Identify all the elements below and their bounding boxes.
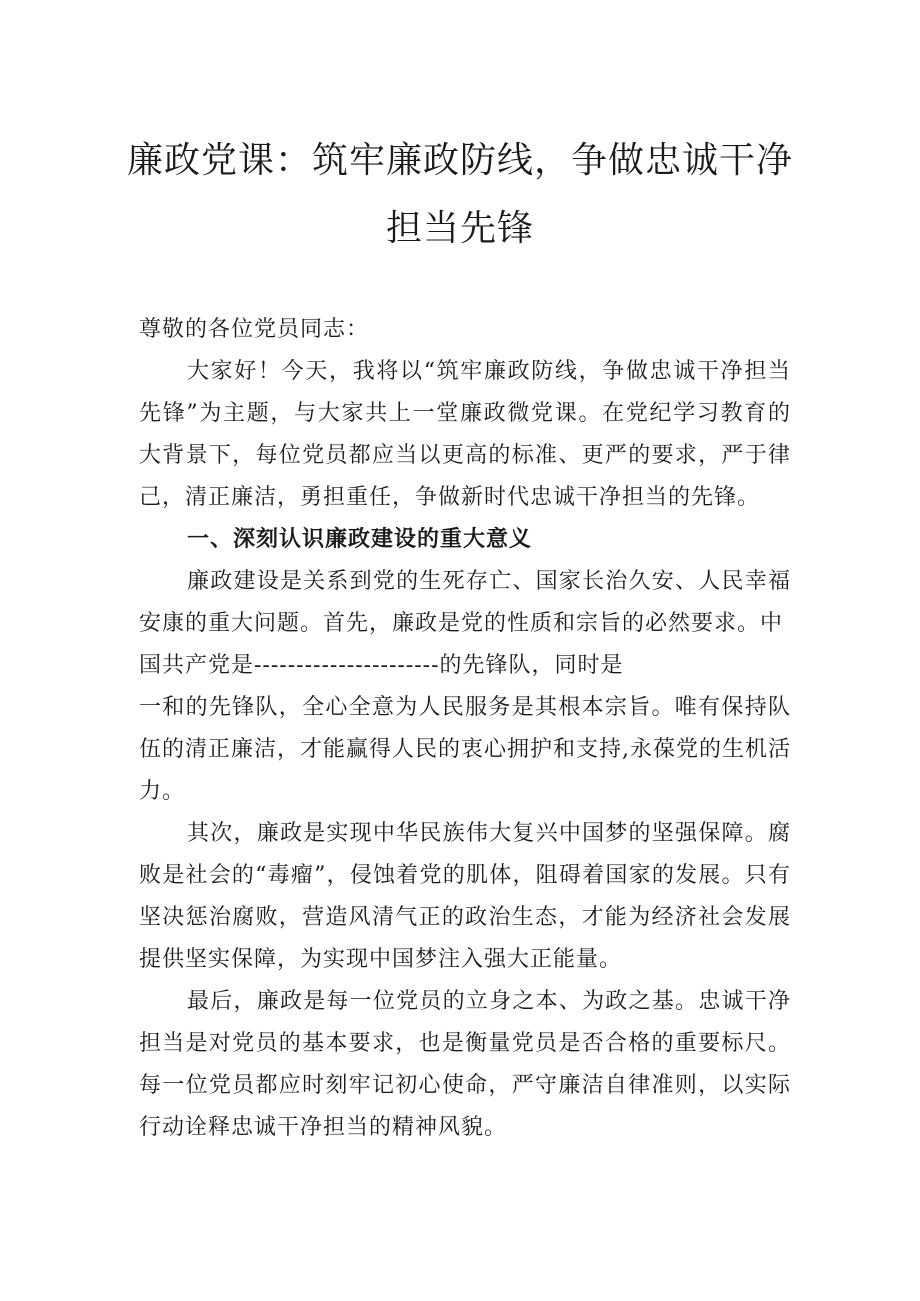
section-heading-1: 一、深刻认识廉政建设的重大意义 xyxy=(187,527,533,552)
paragraph-significance-1a: 廉政建设是关系到党的生死存亡、国家长治久安、人民幸福安康的重大问题。首先，廉政是党的性质和宗旨的必然要求。中 xyxy=(139,569,791,636)
document-title-line-1: 廉政党课：筑牢廉政防线，争做忠诚干净 xyxy=(126,140,793,181)
paragraph-significance-2: 其次，廉政是实现中华民族伟大复兴中国梦的坚强保障。腐败是社会的“毒瘤”，侵蚀着党的肌体，阻碍着国家的发展。只有坚决惩治腐败，营造风清气正的政治生态，才能为经济社会发展提供坚实保障，为实现中国梦注入强大正能量。 xyxy=(139,821,791,972)
salutation: 尊敬的各位党员同志： xyxy=(139,317,370,342)
paragraph-intro: 大家好！今天，我将以“筑牢廉政防线，争做忠诚干净担当先锋”为主题，与大家共上一堂廉政微党课。在党纪学习教育的大背景下，每位党员都应当以更高的标准、更严的要求，严于律己，清正廉洁，勇担重任，争做新时代忠诚干净担当的先锋。 xyxy=(139,359,791,510)
paragraph-significance-1c: 一和的先锋队，全心全意为人民服务是其根本宗旨。唯有保持队伍的清正廉洁，才能赢得人民的衷心拥护和支持,永葆党的生机活力。 xyxy=(139,695,791,804)
paragraph-significance-3: 最后，廉政是每一位党员的立身之本、为政之基。忠诚干净担当是对党员的基本要求，也是衡量党员是否合格的重要标尺。每一位党员都应时刻牢记初心使命，严守廉洁自律准则，以实际行动诠释忠诚干净担当的精神风貌。 xyxy=(139,989,791,1140)
document-body xyxy=(139,309,791,1149)
paragraph-significance-1b: 国共产党是----------------------的先锋队，同时是 xyxy=(139,653,624,678)
document-title-line-2: 担当先锋 xyxy=(385,208,534,249)
